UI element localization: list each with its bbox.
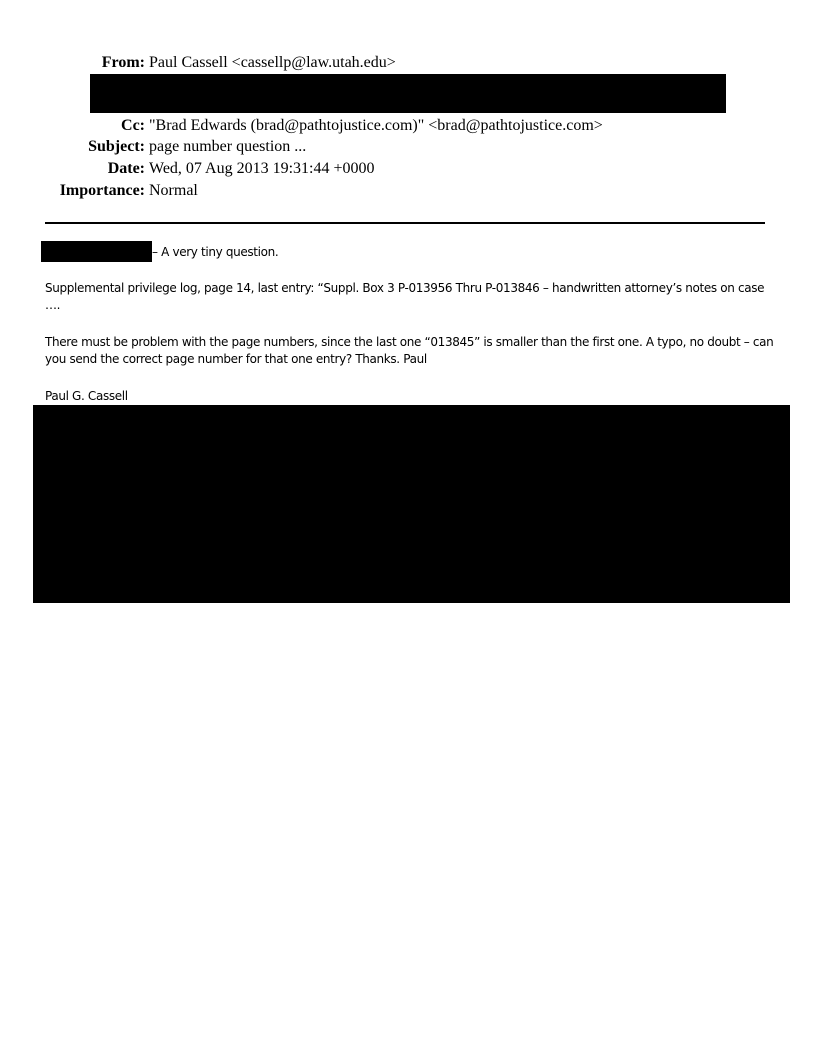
greeting-line: – A very tiny question.: [152, 245, 279, 259]
redaction-block-signature: [33, 405, 790, 603]
body-paragraph-2: There must be problem with the page numbers, since the last one “013845” is smaller than the first one. A typo, no doubt – can you send the correct page number for that one entry? Thanks. Paul: [45, 335, 774, 366]
header-divider: [45, 222, 765, 224]
subject-row: [0, 137, 700, 157]
importance-row: [0, 181, 700, 201]
importance-value: Normal: [149, 182, 198, 199]
date-row: [0, 159, 700, 179]
date-value: Wed, 07 Aug 2013 19:31:44 +0000: [149, 160, 375, 177]
from-row: [0, 53, 700, 73]
cc-label: Cc:: [121, 117, 145, 134]
from-label: From:: [101, 54, 145, 71]
date-label: Date:: [107, 160, 145, 177]
importance-label: Importance:: [59, 182, 145, 199]
cc-row: [0, 116, 700, 136]
body-paragraph-1: Supplemental privilege log, page 14, last entry: “Suppl. Box 3 P-013956 Thru P-013846 – handwritten attorney’s notes on case ….: [45, 281, 765, 312]
signature-name: Paul G. Cassell: [45, 389, 128, 403]
redaction-block-greeting: [41, 241, 152, 262]
subject-value: page number question ...: [149, 138, 307, 155]
subject-label: Subject:: [88, 138, 145, 155]
from-value: Paul Cassell <cassellp@law.utah.edu>: [149, 54, 396, 71]
cc-value: "Brad Edwards (brad@pathtojustice.com)" <brad@pathtojustice.com>: [149, 117, 603, 134]
redaction-block-to: [90, 74, 726, 113]
